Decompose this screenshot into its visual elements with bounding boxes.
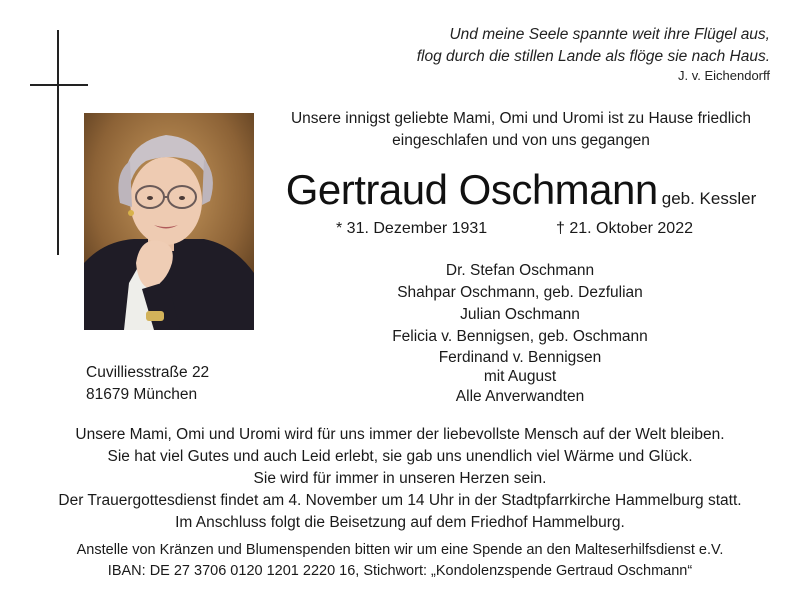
mourner: mit August bbox=[483, 368, 557, 385]
mourner: Julian Oschmann bbox=[460, 306, 580, 323]
donation-notice bbox=[20, 540, 780, 582]
poem-author: J. v. Eichendorff bbox=[677, 68, 770, 83]
intro-line-2: eingeschlafen und von uns gegangen bbox=[392, 132, 650, 149]
mourners-list bbox=[330, 260, 710, 408]
intro-text bbox=[265, 108, 777, 152]
poem-quote bbox=[250, 24, 770, 85]
portrait-photo bbox=[84, 113, 254, 330]
birth-date: * 31. Dezember 1931 bbox=[336, 220, 488, 237]
message-line: Im Anschluss folgt die Beisetzung auf dem Friedhof Hammelburg. bbox=[175, 514, 625, 531]
message-line: Sie hat viel Gutes und auch Leid erlebt, sie gab uns unendlich viel Wärme und Glück. bbox=[107, 448, 693, 465]
intro-line-1: Unsere innigst geliebte Mami, Omi und Uromi ist zu Hause friedlich bbox=[290, 110, 751, 127]
maiden-name: geb. Kessler bbox=[661, 189, 757, 208]
address bbox=[86, 362, 209, 406]
message-line: Sie wird für immer in unseren Herzen sein. bbox=[253, 470, 547, 487]
farewell-message bbox=[20, 424, 780, 534]
mourner: Dr. Stefan Oschmann bbox=[445, 262, 595, 279]
poem-line-1: Und meine Seele spannte weit ihre Flügel aus, bbox=[449, 26, 770, 43]
deceased-name: Gertraud Oschmann bbox=[285, 166, 658, 213]
mourner: Shahpar Oschmann, geb. Dezfulian bbox=[397, 284, 643, 301]
mourner: Alle Anverwandten bbox=[455, 388, 585, 405]
mourner: Felicia v. Bennigsen, geb. Oschmann bbox=[392, 328, 648, 345]
deceased-name-row bbox=[265, 164, 777, 216]
message-line: Unsere Mami, Omi und Uromi wird für uns immer der liebevollste Mensch auf der Welt bleiben. bbox=[75, 426, 725, 443]
donation-line-2: IBAN: DE 27 3706 0120 1201 2220 16, Stichwort: „Kondolenzspende Gertraud Oschmann“ bbox=[107, 563, 693, 579]
death-date: † 21. Oktober 2022 bbox=[556, 220, 693, 237]
address-street: Cuvilliesstraße 22 bbox=[86, 364, 210, 381]
poem-line-2: flog durch die stillen Lande als flöge sie nach Haus. bbox=[416, 48, 770, 65]
mourner: Ferdinand v. Bennigsen bbox=[438, 349, 602, 366]
cross-icon-horizontal bbox=[30, 84, 88, 86]
cross-icon-vertical bbox=[57, 30, 59, 255]
donation-line-1: Anstelle von Kränzen und Blumenspenden bitten wir um eine Spende an den Malteserhilfsdienst e.V. bbox=[76, 542, 724, 558]
address-city: 81679 München bbox=[86, 386, 198, 403]
message-line: Der Trauergottesdienst findet am 4. November um 14 Uhr in der Stadtpfarrkirche Hammelburg statt. bbox=[58, 492, 742, 509]
